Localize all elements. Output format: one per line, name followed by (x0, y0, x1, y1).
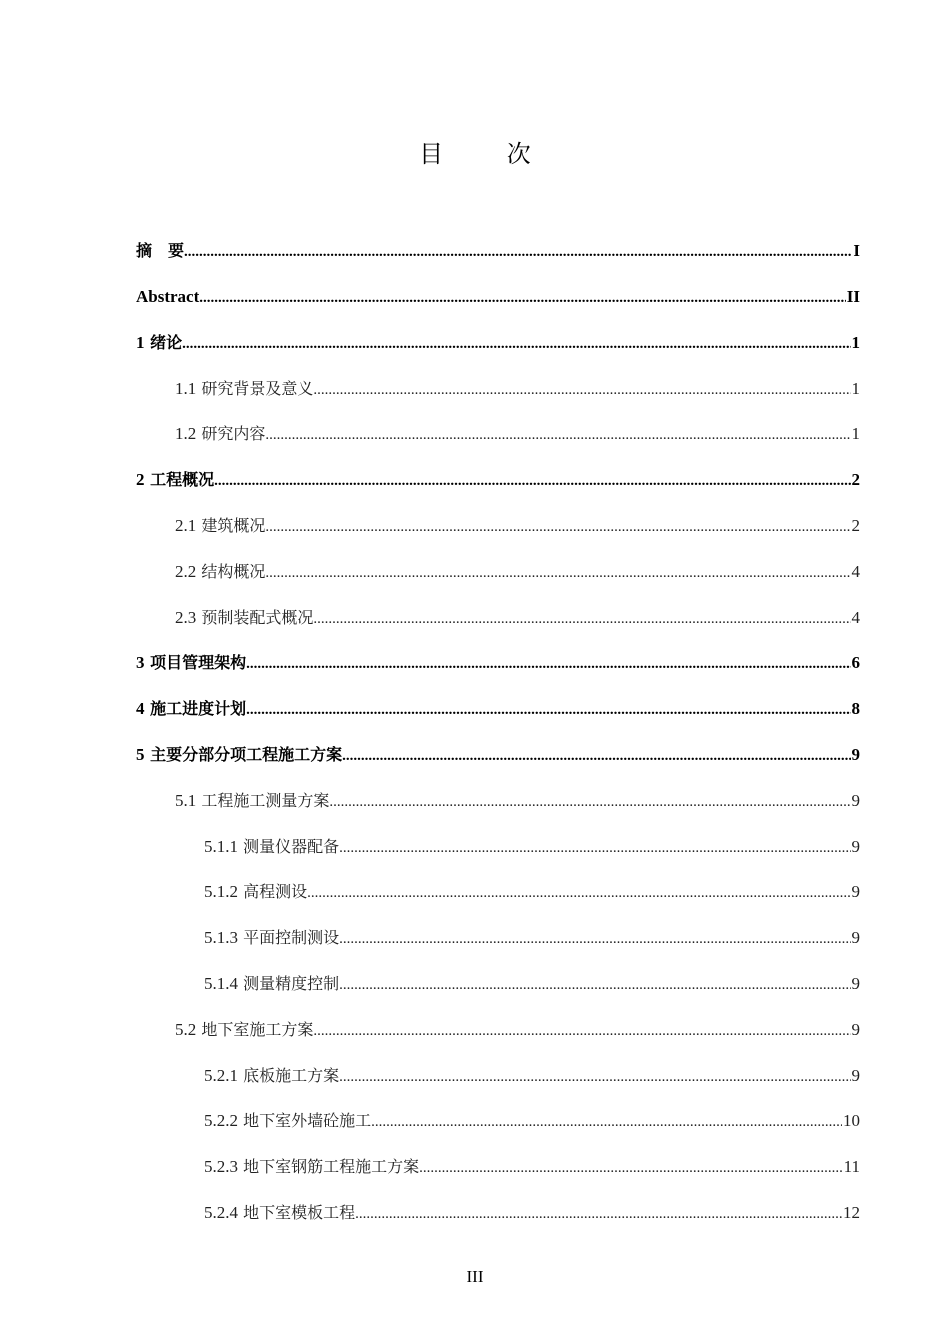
toc-entry-number: 2.2 (175, 562, 197, 581)
toc-dot-leader (307, 881, 850, 904)
toc-entry-5-2-4[interactable] (204, 1201, 860, 1225)
toc-entry-page: 9 (851, 791, 860, 810)
toc-entry-page: 10 (843, 1111, 860, 1130)
toc-dot-leader (355, 1202, 842, 1225)
toc-entry-label (175, 1018, 313, 1042)
toc-entry-number: 5.2.2 (204, 1111, 238, 1130)
toc-entry-text: 地下室钢筋工程施工方案 (243, 1157, 420, 1176)
toc-entry-text: 地下室模板工程 (243, 1203, 356, 1222)
toc-entry-page: 11 (843, 1157, 860, 1176)
toc-dot-leader (313, 607, 850, 630)
toc-entry-text: 高程测设 (243, 882, 308, 901)
toc-entry-page: II (846, 287, 860, 306)
toc-entry-number: 5.1.1 (204, 837, 238, 856)
toc-entry-page: 9 (851, 745, 860, 764)
toc-entry-5[interactable] (136, 743, 860, 767)
toc-entry-number: 5.2.4 (204, 1203, 238, 1222)
toc-entry-label: Abstract (136, 287, 200, 306)
toc-entry-number: 3 (136, 653, 145, 672)
toc-entry-label (204, 1201, 355, 1225)
toc-entry-label (204, 1064, 339, 1088)
toc-entry-page: 9 (851, 974, 860, 993)
toc-entry-label (204, 835, 339, 859)
toc-entry-number: 1.1 (175, 379, 197, 398)
toc-dot-leader (199, 286, 846, 309)
toc-entry-text: 主要分部分项工程施工方案 (150, 745, 343, 764)
toc-entry-page: 2 (851, 516, 860, 535)
toc-entry-label (136, 651, 246, 675)
toc-entry-page: 4 (851, 608, 860, 627)
toc-entry-label (175, 377, 313, 401)
toc-entry-page: 9 (851, 1020, 860, 1039)
toc-entry-text: 测量精度控制 (243, 974, 340, 993)
toc-entry-text: 预制装配式概况 (201, 608, 314, 627)
toc-entry-text: 项目管理架构 (150, 653, 247, 672)
toc-entry-page: 9 (851, 928, 860, 947)
toc-entry-text: 地下室施工方案 (201, 1020, 314, 1039)
toc-entry-label (175, 560, 265, 584)
toc-entry-number: 2.1 (175, 516, 197, 535)
toc-entry-page: 2 (851, 470, 860, 489)
toc-entry-text: 工程概况 (150, 470, 215, 489)
toc-entry-page: 1 (851, 424, 860, 443)
toc-dot-leader (265, 515, 850, 538)
toc-entry-text: 建筑概况 (201, 516, 266, 535)
toc-entry-number: 1 (136, 333, 145, 352)
toc-entry-label (136, 697, 246, 721)
toc-entry-3[interactable] (136, 651, 860, 675)
toc-entry-2[interactable] (136, 468, 860, 492)
toc-entry-5-2-2[interactable] (204, 1109, 860, 1133)
toc-dot-leader (339, 1065, 850, 1088)
toc-entry-page: I (853, 241, 860, 260)
toc-dot-leader (329, 790, 850, 813)
toc-entry-text: 结构概况 (201, 562, 266, 581)
toc-entry-text: 研究内容 (201, 424, 266, 443)
toc-entry-label (204, 972, 339, 996)
toc-entry-label (204, 1155, 419, 1179)
toc-entry-text: 测量仪器配备 (243, 837, 340, 856)
toc-entry-page: 8 (851, 699, 860, 718)
toc-entry-5-1-4[interactable] (204, 972, 860, 996)
toc-entry-number: 5.1.4 (204, 974, 238, 993)
toc-entry-2-2[interactable] (175, 560, 860, 584)
page-number: III (466, 1267, 484, 1286)
toc-entry-page: 9 (851, 1066, 860, 1085)
toc-dot-leader (246, 652, 850, 675)
toc-dot-leader (371, 1110, 842, 1133)
toc-dot-leader (339, 973, 850, 996)
toc-entry-4[interactable] (136, 697, 860, 721)
toc-dot-leader (184, 240, 852, 263)
toc-entry-text: 研究背景及意义 (201, 379, 314, 398)
toc-entry-label (175, 422, 265, 446)
toc-entry-page: 1 (851, 379, 860, 398)
toc-entry-number: 2.3 (175, 608, 197, 627)
toc-entry-text: 工程施工测量方案 (201, 791, 330, 810)
toc-entry-text: 平面控制测设 (243, 928, 340, 947)
toc-entry-number: 5.2 (175, 1020, 197, 1039)
toc-dot-leader (182, 332, 850, 355)
toc-entry-number: 2 (136, 470, 145, 489)
toc-dot-leader (265, 423, 850, 446)
toc-dot-leader (419, 1156, 843, 1179)
toc-dot-leader (313, 1019, 850, 1042)
toc-entry-5-2-1[interactable] (204, 1064, 860, 1088)
toc-entry-label (175, 789, 329, 813)
toc-entry-text: 施工进度计划 (150, 699, 247, 718)
toc-entry-page: 9 (851, 882, 860, 901)
toc-entry-number: 5.1 (175, 791, 197, 810)
toc-entry-label (204, 926, 339, 950)
toc-entry-label (204, 1109, 371, 1133)
toc-entry-label (136, 743, 342, 767)
page-title: 目 次 (419, 140, 559, 168)
toc-entry-label (175, 514, 265, 538)
toc-entry-5-2-3[interactable] (204, 1155, 860, 1179)
toc-entry-5-1-2[interactable] (204, 880, 860, 904)
toc-dot-leader (342, 744, 850, 767)
toc-dot-leader (214, 469, 850, 492)
toc-entry-1[interactable] (136, 331, 860, 355)
toc-entry-5-1[interactable] (175, 789, 860, 813)
toc-entry-label (204, 880, 307, 904)
toc-entry-2-3[interactable] (175, 606, 860, 630)
toc-entry-number: 5.2.1 (204, 1066, 238, 1085)
toc-entry-page: 1 (851, 333, 860, 352)
toc-entry-number: 5.2.3 (204, 1157, 238, 1176)
toc-entry-abstract-cn[interactable] (136, 239, 860, 263)
toc-entry-text: 底板施工方案 (243, 1066, 340, 1085)
toc-entry-2-1[interactable] (175, 514, 860, 538)
toc-entry-page: 6 (851, 653, 860, 672)
toc-entry-5-2[interactable] (175, 1018, 860, 1042)
toc-entry-1-1[interactable] (175, 377, 860, 401)
toc-dot-leader (265, 561, 850, 584)
toc-entry-1-2[interactable] (175, 422, 860, 446)
toc-entry-label (136, 468, 214, 492)
toc-entry-number: 5 (136, 745, 145, 764)
toc-entry-label (136, 331, 182, 355)
toc-entry-page: 4 (851, 562, 860, 581)
toc-entry-5-1-3[interactable] (204, 926, 860, 950)
toc-entry-page: 12 (843, 1203, 860, 1222)
toc-entry-number: 4 (136, 699, 145, 718)
toc-dot-leader (313, 378, 850, 401)
toc-entry-text: 绪论 (150, 333, 183, 352)
toc-entry-label: 摘 要 (136, 241, 185, 260)
toc-dot-leader (339, 836, 850, 859)
toc-entry-text: 地下室外墙砼施工 (243, 1111, 372, 1130)
toc-entry-number: 1.2 (175, 424, 197, 443)
toc-entry-abstract-en[interactable] (136, 285, 860, 309)
toc-entry-number: 5.1.2 (204, 882, 238, 901)
toc-entry-number: 5.1.3 (204, 928, 238, 947)
toc-entry-page: 9 (851, 837, 860, 856)
toc-entry-label (175, 606, 313, 630)
toc-dot-leader (339, 927, 850, 950)
toc-entry-5-1-1[interactable] (204, 835, 860, 859)
toc-dot-leader (246, 698, 850, 721)
